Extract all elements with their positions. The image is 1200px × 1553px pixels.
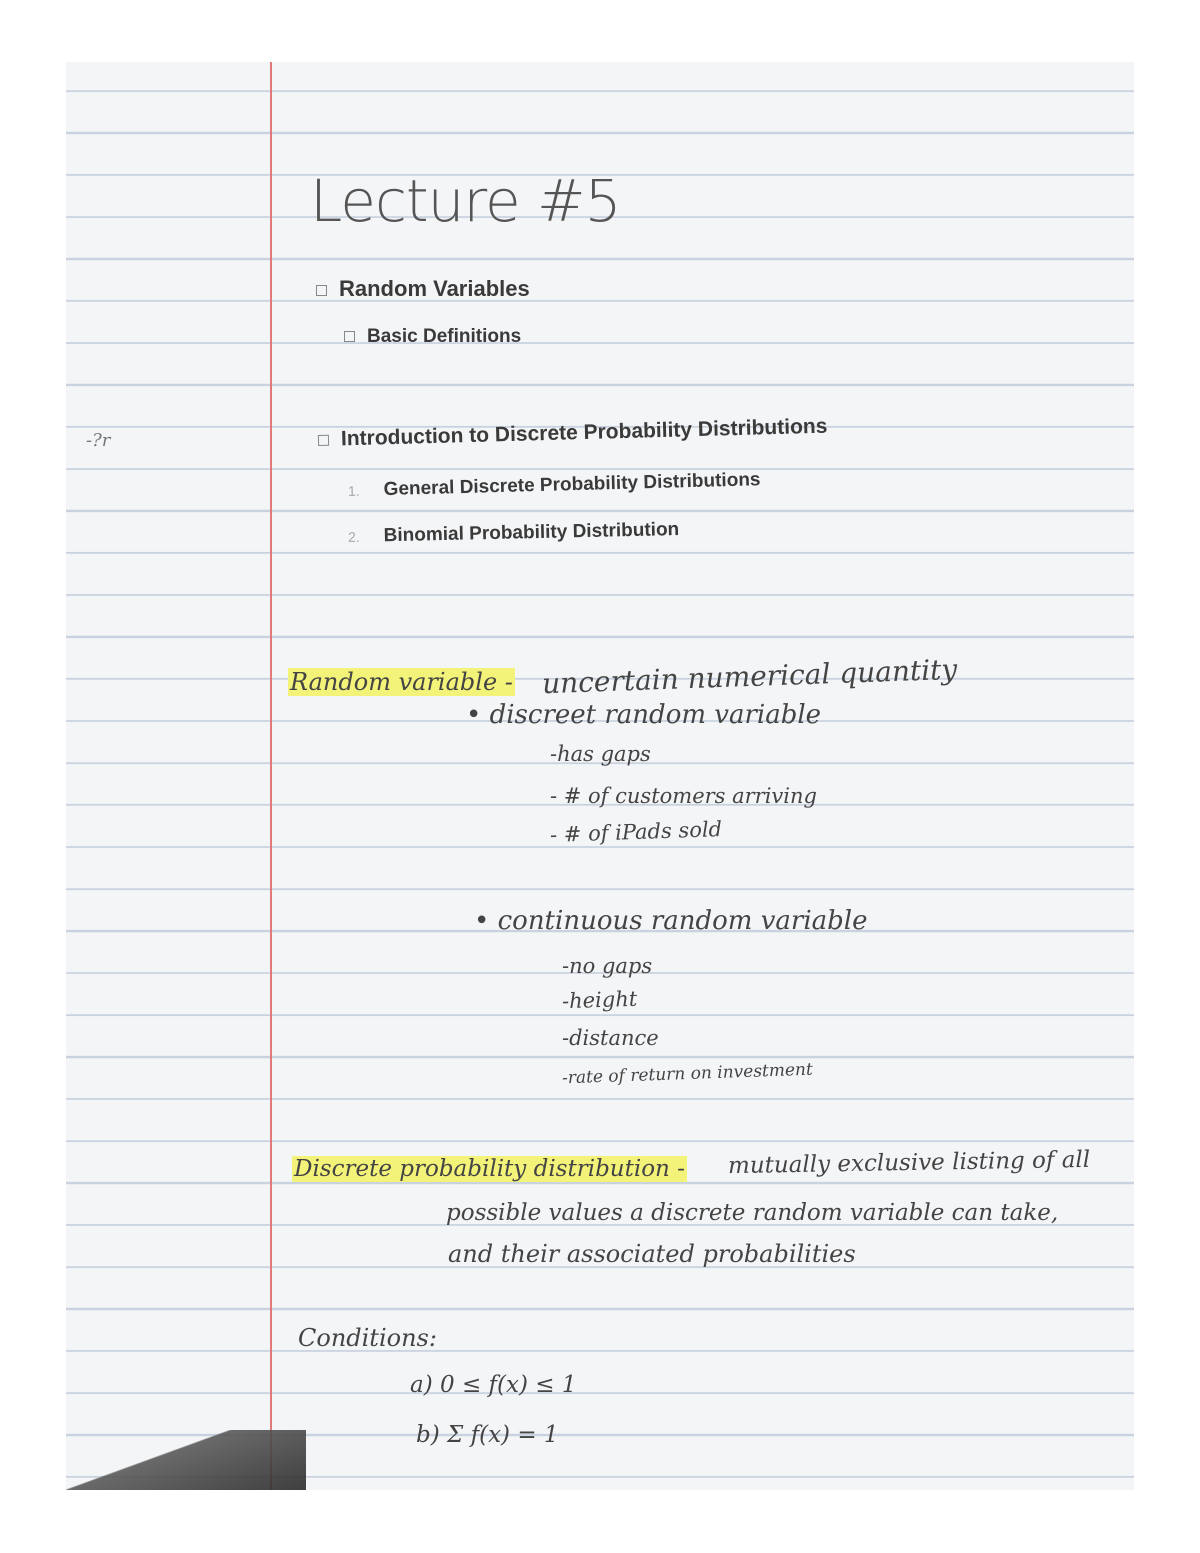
outline-topic-2-label: Introduction to Discrete Probability Distributions bbox=[340, 414, 828, 451]
discrete-item: - # of iPads sold bbox=[549, 817, 723, 847]
outline-topic-2 bbox=[318, 415, 828, 452]
distribution-def-line-1: mutually exclusive listing of all bbox=[727, 1146, 1091, 1180]
continuous-item: -distance bbox=[562, 1026, 659, 1050]
outline-subtopic bbox=[344, 326, 521, 348]
outline-topic-1 bbox=[316, 276, 530, 302]
discrete-item: - # of customers arriving bbox=[550, 784, 817, 808]
outline-subtopic-label: Basic Definitions bbox=[367, 326, 522, 347]
outline-item-label: General Discrete Probability Distributions bbox=[383, 469, 761, 501]
random-variable-term bbox=[288, 668, 515, 696]
random-variable-definition: uncertain numerical quantity bbox=[541, 652, 958, 701]
outline-item-label: Binomial Probability Distribution bbox=[383, 519, 680, 547]
distribution-def-line-3: and their associated probabilities bbox=[448, 1240, 856, 1268]
highlighted-term: Discrete probability distribution - bbox=[294, 1156, 685, 1182]
condition-a: a) 0 ≤ f(x) ≤ 1 bbox=[410, 1372, 577, 1398]
highlighted-term: Random variable - bbox=[290, 668, 513, 696]
outline-item bbox=[348, 519, 680, 548]
outline-topic-1-label: Random Variables bbox=[339, 276, 530, 301]
outline-item-number: 2. bbox=[347, 528, 360, 545]
distribution-term bbox=[292, 1156, 687, 1182]
discrete-item: -has gaps bbox=[550, 742, 651, 766]
conditions-heading: Conditions: bbox=[298, 1324, 437, 1352]
continuous-item: -rate of return on investment bbox=[561, 1059, 814, 1089]
page-title: Lecture #5 bbox=[310, 167, 621, 235]
continuous-item: -height bbox=[561, 986, 638, 1014]
notebook-page bbox=[66, 62, 1134, 1490]
outline-item bbox=[348, 469, 761, 502]
continuous-heading: • continuous random variable bbox=[474, 906, 868, 936]
distribution-def-line-2: possible values a discrete random variable can take, bbox=[446, 1200, 1059, 1226]
margin-note: -?r bbox=[86, 430, 111, 451]
checkbox-icon bbox=[316, 285, 327, 296]
condition-b: b) Σ f(x) = 1 bbox=[416, 1422, 559, 1448]
checkbox-icon bbox=[318, 435, 329, 446]
continuous-item: -no gaps bbox=[562, 954, 653, 978]
checkbox-icon bbox=[344, 331, 355, 342]
outline-item-number: 1. bbox=[347, 482, 360, 499]
discrete-heading: • discreet random variable bbox=[466, 700, 822, 730]
margin-line bbox=[270, 62, 272, 1490]
